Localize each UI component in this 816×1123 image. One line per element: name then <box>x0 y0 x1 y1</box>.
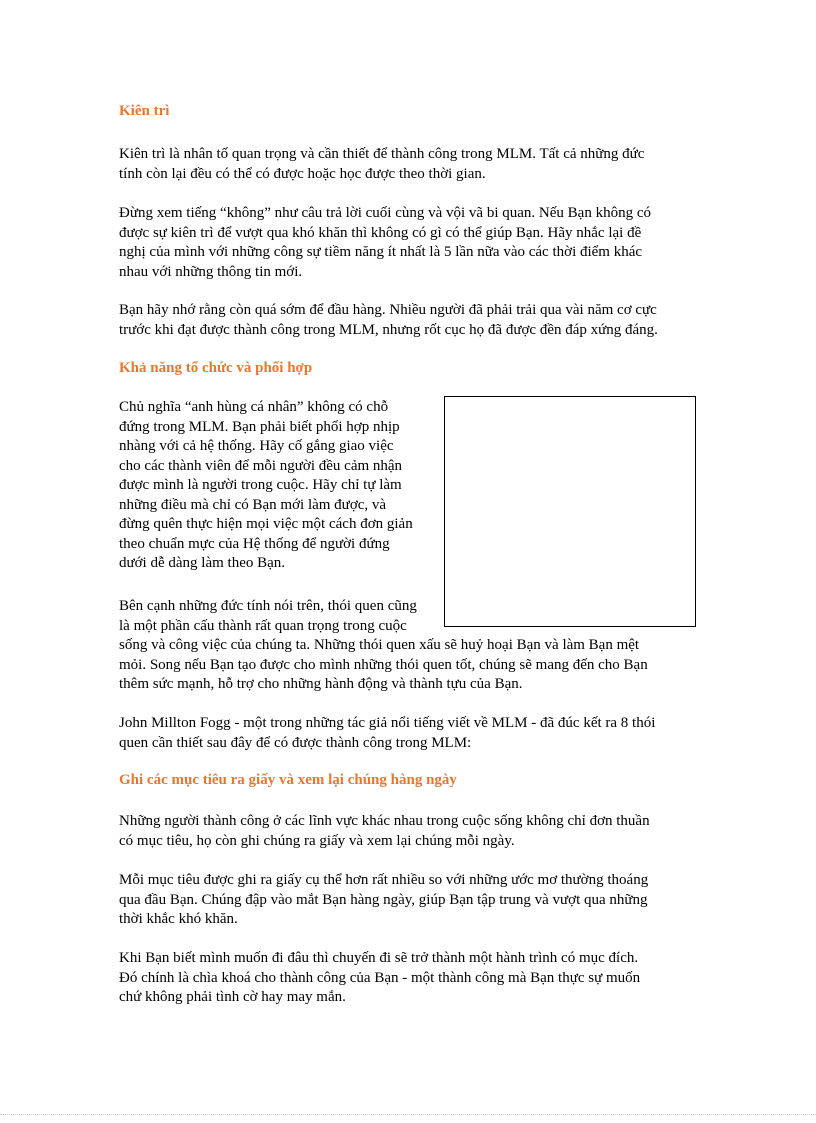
text-line: thêm sức mạnh, hỗ trợ cho những hành động và thành tựu của Bạn. <box>119 676 523 692</box>
paragraph-muc-tieu-1 <box>119 812 699 851</box>
text-line: Những người thành công ở các lĩnh vực khác nhau trong cuộc sống không chỉ đơn thuần <box>119 813 650 829</box>
text-line: thời khắc khó khăn. <box>119 911 238 927</box>
text-line: Đừng xem tiếng “không” như câu trả lời cuối cùng và vội vã bi quan. Nếu Bạn không có <box>119 205 651 221</box>
text-line: John Millton Fogg - một trong những tác giả nổi tiếng viết về MLM - đã đúc kết ra 8 thói <box>119 715 656 731</box>
text-line: Mỗi mục tiêu được ghi ra giấy cụ thể hơn rất nhiều so với những ước mơ thường thoáng <box>119 872 649 888</box>
text-line: trước khi đạt được thành công trong MLM, nhưng rốt cục họ đã được đền đáp xứng đáng. <box>119 321 658 338</box>
text-line: mỏi. Song nếu Bạn tạo được cho mình những thói quen tốt, chúng sẽ mang đến cho Bạn <box>119 656 648 673</box>
text-line: tính còn lại đều có thể có được hoặc học được theo thời gian. <box>119 165 486 182</box>
heading-kien-tri: Kiên trì <box>119 103 170 119</box>
text-line: nhau với những thông tin mới. <box>119 263 303 280</box>
text-line: Chủ nghĩa “anh hùng cá nhân” không có chỗ <box>119 399 389 415</box>
text-line: theo chuẩn mực của Hệ thống để người đứng <box>119 535 390 552</box>
text-line: cho các thành viên để mỗi người đều cảm nhận <box>119 457 403 474</box>
text-line: qua đầu Bạn. Chúng đập vào mắt Bạn hàng ngày, giúp Bạn tập trung và vượt qua những <box>119 891 648 908</box>
paragraph-kien-tri-3 <box>119 301 699 340</box>
text-line: là một phần cấu thành rất quan trọng trong cuộc <box>119 617 407 634</box>
text-line: Kiên trì là nhân tố quan trọng và cần thiết để thành công trong MLM. Tất cả những đức <box>119 146 645 162</box>
text-line: được sự kiên trì để vượt qua khó khăn thì không có gì có thể giúp Bạn. Hãy nhắc lại đề <box>119 224 642 241</box>
text-line: được mình là người trong cuộc. Hãy chỉ tự làm <box>119 477 402 493</box>
paragraph-to-chuc-3 <box>119 714 699 753</box>
text-line: đừng quên thực hiện mọi việc một cách đơn giản <box>119 516 413 532</box>
page-bottom-divider <box>0 1114 816 1115</box>
text-line: nhàng với cả hệ thống. Hãy cố gắng giao việc <box>119 438 394 454</box>
text-line: nghị của mình với những công sự tiềm năng ít nhất là 5 lần nữa vào các thời điểm khác <box>119 244 643 260</box>
paragraph-muc-tieu-3 <box>119 949 699 1008</box>
paragraph-muc-tieu-2 <box>119 871 699 930</box>
heading-muc-tieu: Ghi các mục tiêu ra giấy và xem lại chúng hàng ngày <box>119 772 457 788</box>
paragraph-kien-tri-2 <box>119 204 699 282</box>
text-line: có mục tiêu, họ còn ghi chúng ra giấy và xem lại chúng mỗi ngày. <box>119 832 515 849</box>
text-line: dưới dễ dàng làm theo Bạn. <box>119 555 286 571</box>
paragraph-kien-tri-1 <box>119 145 699 184</box>
paragraph-to-chuc-1 <box>119 398 699 574</box>
text-line: những điều mà chỉ có Bạn mới làm được, và <box>119 496 387 513</box>
paragraph-to-chuc-2 <box>119 597 699 695</box>
text-line: Đó chính là chìa khoá cho thành công của Bạn - một thành công mà Bạn thực sự muốn <box>119 969 641 986</box>
text-line: đứng trong MLM. Bạn phải biết phối hợp nhịp <box>119 418 400 435</box>
text-line: Bạn hãy nhớ rằng còn quá sớm để đầu hàng. Nhiều người đã phải trải qua vài năm cơ cực <box>119 302 657 318</box>
text-line: sống và công việc của chúng ta. Những thói quen xấu sẽ huỷ hoại Bạn và làm Bạn mệt <box>119 637 640 653</box>
text-line: chứ không phải tình cờ hay may mắn. <box>119 989 346 1005</box>
heading-to-chuc: Khả năng tổ chức và phối hợp <box>119 360 313 376</box>
text-line: Bên cạnh những đức tính nói trên, thói quen cũng <box>119 598 417 614</box>
text-line: quen cần thiết sau đây để có được thành công trong MLM: <box>119 734 472 751</box>
text-line: Khi Bạn biết mình muốn đi đâu thì chuyến đi sẽ trở thành một hành trình có mục đích. <box>119 950 639 966</box>
